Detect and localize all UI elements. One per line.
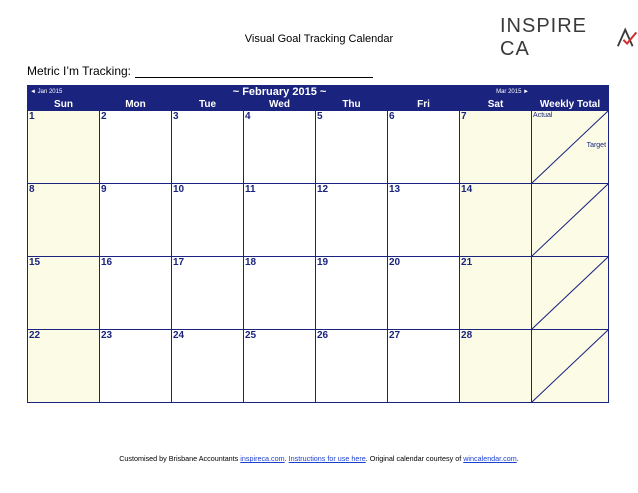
week-row-4 bbox=[28, 330, 609, 403]
day-number: 18 bbox=[245, 257, 257, 268]
header-tue: Tue bbox=[172, 99, 244, 111]
day-number: 16 bbox=[101, 257, 113, 268]
day-cell[interactable] bbox=[100, 184, 172, 257]
day-number: 19 bbox=[317, 257, 329, 268]
day-cell[interactable] bbox=[172, 257, 244, 330]
day-cell[interactable] bbox=[172, 184, 244, 257]
day-cell[interactable] bbox=[244, 257, 316, 330]
wincalendar-link[interactable]: wincalendar.com bbox=[463, 454, 517, 463]
diagonal-divider bbox=[532, 330, 608, 402]
day-cell[interactable] bbox=[388, 257, 460, 330]
header-sun: Sun bbox=[28, 99, 100, 111]
day-cell[interactable] bbox=[460, 111, 532, 184]
actual-label: Actual bbox=[533, 112, 553, 119]
footer-text-1: Customised by Brisbane Accountants bbox=[119, 454, 241, 463]
diagonal-divider bbox=[532, 184, 608, 256]
calendar-table bbox=[27, 85, 609, 403]
metric-label: Metric I’m Tracking: bbox=[27, 64, 132, 78]
day-cell[interactable] bbox=[244, 184, 316, 257]
next-month-link[interactable]: Mar 2015 ► bbox=[460, 86, 532, 99]
day-cell[interactable] bbox=[100, 257, 172, 330]
day-number: 26 bbox=[317, 330, 329, 341]
logo-text: INSPIRE CA bbox=[500, 15, 588, 60]
day-number: 8 bbox=[29, 184, 35, 195]
day-number: 3 bbox=[173, 111, 179, 122]
footer-text-3: . Original calendar courtesy of bbox=[365, 454, 464, 463]
day-cell[interactable] bbox=[460, 330, 532, 403]
month-nav-row bbox=[28, 86, 609, 99]
day-number: 15 bbox=[29, 257, 41, 268]
day-cell[interactable] bbox=[316, 184, 388, 257]
weekly-total-cell[interactable] bbox=[532, 111, 609, 184]
week-row-2 bbox=[28, 184, 609, 257]
day-cell[interactable] bbox=[316, 330, 388, 403]
weekly-total-cell[interactable] bbox=[532, 330, 609, 403]
day-number: 20 bbox=[389, 257, 401, 268]
day-number: 24 bbox=[173, 330, 185, 341]
month-title: ~ February 2015 ~ bbox=[100, 86, 460, 99]
day-number: 7 bbox=[461, 111, 467, 122]
day-number: 4 bbox=[245, 111, 251, 122]
day-cell[interactable] bbox=[172, 111, 244, 184]
day-number: 23 bbox=[101, 330, 113, 341]
diagonal-divider bbox=[532, 257, 608, 329]
day-cell[interactable] bbox=[316, 257, 388, 330]
day-number: 17 bbox=[173, 257, 185, 268]
instructions-link[interactable]: Instructions for use here bbox=[288, 454, 366, 463]
day-cell[interactable] bbox=[388, 111, 460, 184]
weekly-total-cell[interactable] bbox=[532, 184, 609, 257]
weekday-header-row bbox=[28, 99, 609, 111]
inspireca-link[interactable]: inspireca.com bbox=[240, 454, 285, 463]
day-number: 14 bbox=[461, 184, 473, 195]
day-number: 25 bbox=[245, 330, 257, 341]
day-number: 2 bbox=[101, 111, 107, 122]
inspire-ca-logo bbox=[500, 15, 638, 60]
week-row-3 bbox=[28, 257, 609, 330]
day-cell[interactable] bbox=[100, 330, 172, 403]
document-title: Visual Goal Tracking Calendar bbox=[244, 33, 394, 45]
day-number: 5 bbox=[317, 111, 323, 122]
day-cell[interactable] bbox=[460, 257, 532, 330]
day-number: 6 bbox=[389, 111, 395, 122]
day-cell[interactable] bbox=[388, 184, 460, 257]
day-number: 9 bbox=[101, 184, 107, 195]
header-wed: Wed bbox=[244, 99, 316, 111]
metric-tracking-line bbox=[27, 64, 373, 78]
header-weekly-total: Weekly Total bbox=[532, 99, 609, 111]
nav-spacer bbox=[532, 86, 609, 99]
header-mon: Mon bbox=[100, 99, 172, 111]
day-cell[interactable] bbox=[172, 330, 244, 403]
day-number: 1 bbox=[29, 111, 35, 122]
day-number: 13 bbox=[389, 184, 401, 195]
prev-month-link[interactable]: ◄ Jan 2015 bbox=[28, 86, 100, 99]
check-a-logo-icon bbox=[616, 27, 638, 49]
day-cell[interactable] bbox=[316, 111, 388, 184]
target-label: Target bbox=[586, 142, 607, 149]
weekly-total-cell[interactable] bbox=[532, 257, 609, 330]
week-row-1 bbox=[28, 111, 609, 184]
day-cell[interactable] bbox=[28, 330, 100, 403]
day-cell[interactable] bbox=[244, 111, 316, 184]
day-cell[interactable] bbox=[28, 257, 100, 330]
day-number: 12 bbox=[317, 184, 329, 195]
header-sat: Sat bbox=[460, 99, 532, 111]
day-cell[interactable] bbox=[388, 330, 460, 403]
day-number: 28 bbox=[461, 330, 473, 341]
header-thu: Thu bbox=[316, 99, 388, 111]
day-cell[interactable] bbox=[28, 184, 100, 257]
day-number: 10 bbox=[173, 184, 185, 195]
day-cell[interactable] bbox=[28, 111, 100, 184]
day-cell[interactable] bbox=[460, 184, 532, 257]
footer-text-2: . bbox=[284, 454, 289, 463]
day-number: 22 bbox=[29, 330, 41, 341]
header-fri: Fri bbox=[388, 99, 460, 111]
metric-blank-line[interactable] bbox=[135, 66, 373, 78]
day-number: 11 bbox=[245, 184, 256, 195]
footer-text-4: . bbox=[516, 454, 519, 463]
day-number: 27 bbox=[389, 330, 401, 341]
day-cell[interactable] bbox=[244, 330, 316, 403]
day-cell[interactable] bbox=[100, 111, 172, 184]
footer-credits bbox=[0, 454, 638, 463]
day-number: 21 bbox=[461, 257, 473, 268]
